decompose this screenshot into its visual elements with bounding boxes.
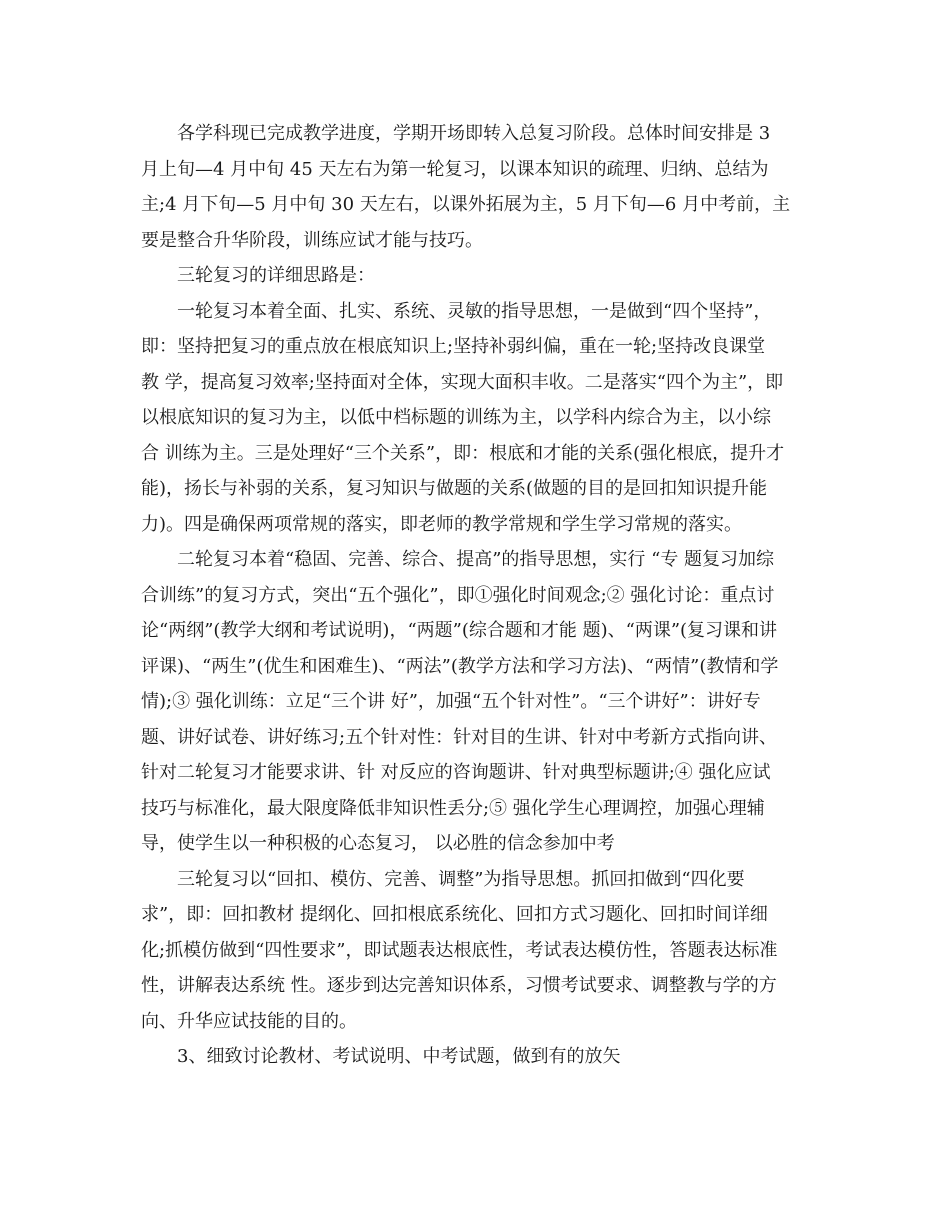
text-line: 求”，即：回扣教材 提纲化、回扣根底系统化、回扣方式习题化、回扣时间详细 [141,904,768,925]
text-line: 评课)、“两生”(优生和困难生)、“两法”(教学方法和学习方法)、“两情”(教情和学 [141,655,779,677]
text-line: 针对二轮复习才能要求讲、针 对反应的咨询题讲、针对典型标题讲;④ 强化应试 [141,762,771,783]
text-line: 性，讲解表达系统 性。逐步到达完善知识体系，习惯考试要求、调整教与学的方 [141,975,777,996]
text-line: 导，使学生以一种积极的心态复习， 以必胜的信念参加中考 [141,833,615,854]
text-line: 以根底知识的复习为主，以低中档标题的训练为主，以学科内综合为主，以小综 [141,407,771,428]
text-line: 论“两纲”(教学大纲和考试说明)，“两题”(综合题和才能 题)、“两课”(复习课和讲 [141,620,778,641]
text-line: 三轮复习以“回扣、模仿、完善、调整”为指导思想。抓回扣做到“四化要 [177,868,745,890]
text-line: 即：坚持把复习的重点放在根底知识上;坚持补弱纠偏，重在一轮;坚持改良课堂 [141,336,766,357]
text-line: 二轮复习本着“稳固、完善、综合、提高”的指导思想，实行 “专 题复习加综 [177,549,775,570]
text-line: 主;4 月下旬—5 月中旬 30 天左右，以课外拓展为主，5 月下旬—6 月中考前，主 [141,194,791,215]
text-line: 情);③ 强化训练：立足“三个讲 好”，加强“五个针对性”。“三个讲好”：讲好专 [141,691,761,712]
text-line: 合训练”的复习方式，突出“五个强化”，即①强化时间观念;② 强化讨论：重点讨 [141,584,775,606]
text-line: 一轮复习本着全面、扎实、系统、灵敏的指导思想，一是做到“四个坚持”， [177,300,772,322]
text-line: 3、细致讨论教材、考试说明、中考试题，做到有的放矢 [177,1046,621,1067]
text-line: 要是整合升华阶段，训练应试才能与技巧。 [141,229,483,251]
text-line: 题、讲好试卷、讲好练习;五个针对性：针对目的生讲、针对中考新方式指向讲、 [141,726,778,748]
text-line: 力)。四是确保两项常规的落实，即老师的教学常规和学生学习常规的落实。 [141,513,743,535]
text-line: 合 训练为主。三是处理好“三个关系”，即：根底和才能的关系(强化根底，提升才 [141,442,785,464]
text-line: 能)，扬长与补弱的关系，复习知识与做题的关系(做题的目的是回扣知识提升能 [141,478,768,499]
document-body [141,116,813,1075]
text-line: 三轮复习的详细思路是： [177,265,375,286]
text-line: 向、升华应试技能的目的。 [141,1010,357,1032]
text-line: 月上旬—4 月中旬 45 天左右为第一轮复习，以课本知识的疏理、归纳、总结为 [141,158,769,180]
text-line: 教 学，提高复习效率;坚持面对全体，实现大面积丰收。二是落实“四个为主”，即 [141,371,784,393]
text-line: 技巧与标准化，最大限度降低非知识性丢分;⑤ 强化学生心理调控，加强心理辅 [141,797,765,819]
text-line: 各学科现已完成教学进度，学期开场即转入总复习阶段。总体时间安排是 3 [177,123,771,144]
text-line: 化;抓模仿做到“四性要求”，即试题表达根底性，考试表达模仿性，答题表达标准 [141,939,778,961]
